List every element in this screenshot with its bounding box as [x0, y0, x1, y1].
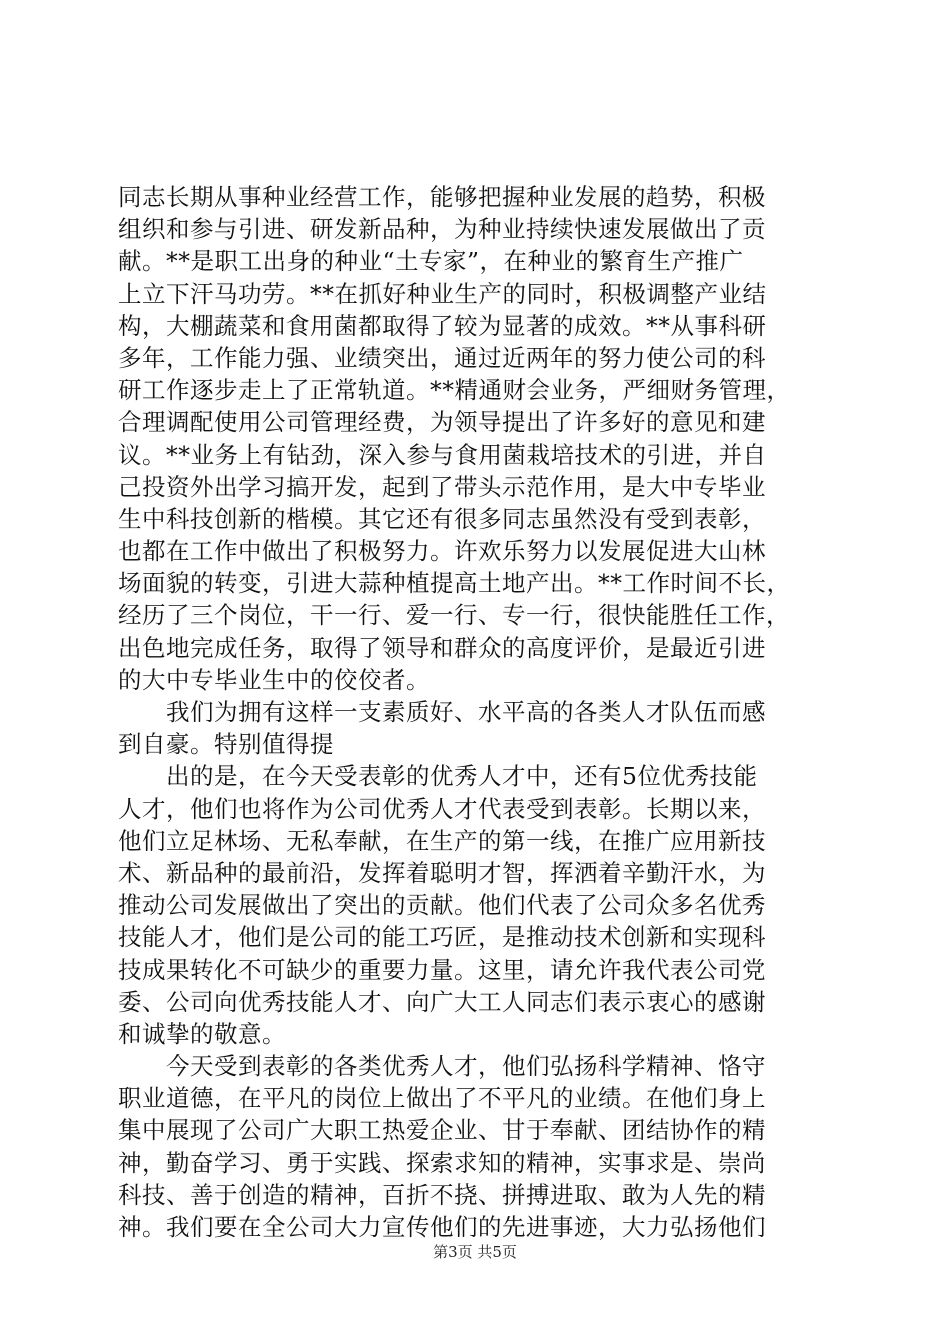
text-line: 神。我们要在全公司大力宣传他们的先进事迹，大力弘扬他们 [118, 1213, 766, 1241]
text-line: 今天受到表彰的各类优秀人才，他们弘扬科学精神、恪守 [118, 1052, 766, 1081]
text-line: 委、公司向优秀技能人才、向广大工人同志们表示衷心的感谢 [118, 987, 766, 1016]
text-line: 神，勤奋学习、勇于实践、探索求知的精神，实事求是、崇尚 [118, 1148, 766, 1177]
text-line: 和诚挚的敬意。 [118, 1019, 286, 1048]
text-line: 职业道德，在平凡的岗位上做出了不平凡的业绩。在他们身上 [118, 1084, 766, 1113]
text-line: 我们为拥有这样一支素质好、水平高的各类人才队伍而感 [118, 698, 766, 726]
text-line: 他们立足林场、无私奉献，在生产的第一线，在推广应用新技 [118, 826, 766, 855]
text-line: 多年，工作能力强、业绩突出，通过近两年的努力使公司的科 [118, 343, 766, 372]
text-line: 出的是，在今天受表彰的优秀人才中，还有5位优秀技能 [118, 762, 758, 791]
text-line: 经历了三个岗位，干一行、爱一行、专一行，很快能胜任工作， [118, 601, 790, 630]
text-line: 生中科技创新的楷模。其它还有很多同志虽然没有受到表彰， [118, 504, 766, 533]
text-line: 构，大棚蔬菜和食用菌都取得了较为显著的成效。**从事科研 [118, 311, 767, 340]
text-line: 技能人才，他们是公司的能工巧匠，是推动技术创新和实现科 [118, 923, 766, 952]
text-line: 研工作逐步走上了正常轨道。**精通财会业务，严细财务管理， [118, 376, 791, 405]
text-line: 合理调配使用公司管理经费，为领导提出了许多好的意见和建 [118, 408, 766, 437]
text-line: 推动公司发展做出了突出的贡献。他们代表了公司众多名优秀 [118, 891, 766, 920]
page-footer: 第3页 共5页 [433, 1243, 517, 1261]
text-line: 集中展现了公司广大职工热爱企业、甘于奉献、团结协作的精 [118, 1116, 766, 1145]
text-line: 的大中专毕业生中的佼佼者。 [118, 665, 430, 694]
text-line: 也都在工作中做出了积极努力。许欢乐努力以发展促进大山林 [118, 537, 766, 566]
text-line: 己投资外出学习搞开发，起到了带头示范作用，是大中专毕业 [118, 472, 766, 501]
text-line: 献。**是职工出身的种业“土专家”，在种业的繁育生产推广 [118, 247, 744, 276]
text-line: 同志长期从事种业经营工作，能够把握种业发展的趋势，积极 [118, 183, 766, 211]
text-line: 议。**业务上有钻劲，深入参与食用菌栽培技术的引进，并自 [118, 440, 767, 469]
text-line: 出色地完成任务，取得了领导和群众的高度评价，是最近引进 [118, 633, 766, 662]
text-line: 场面貌的转变，引进大蒜种植提高土地产出。**工作时间不长， [118, 569, 791, 598]
text-line: 上立下汗马功劳。**在抓好种业生产的同时，积极调整产业结 [118, 279, 767, 308]
text-line: 术、新品种的最前沿，发挥着聪明才智，挥洒着辛勤汗水，为 [118, 858, 766, 887]
body-text [118, 181, 838, 1243]
text-line: 科技、善于创造的精神，百折不挠、拼搏进取、敢为人先的精 [118, 1180, 766, 1209]
text-line: 到自豪。特别值得提 [118, 730, 334, 759]
text-line: 人才，他们也将作为公司优秀人才代表受到表彰。长期以来， [118, 794, 766, 823]
text-line: 技成果转化不可缺少的重要力量。这里，请允许我代表公司党 [118, 955, 766, 984]
text-line: 组织和参与引进、研发新品种，为种业持续快速发展做出了贡 [118, 215, 766, 244]
